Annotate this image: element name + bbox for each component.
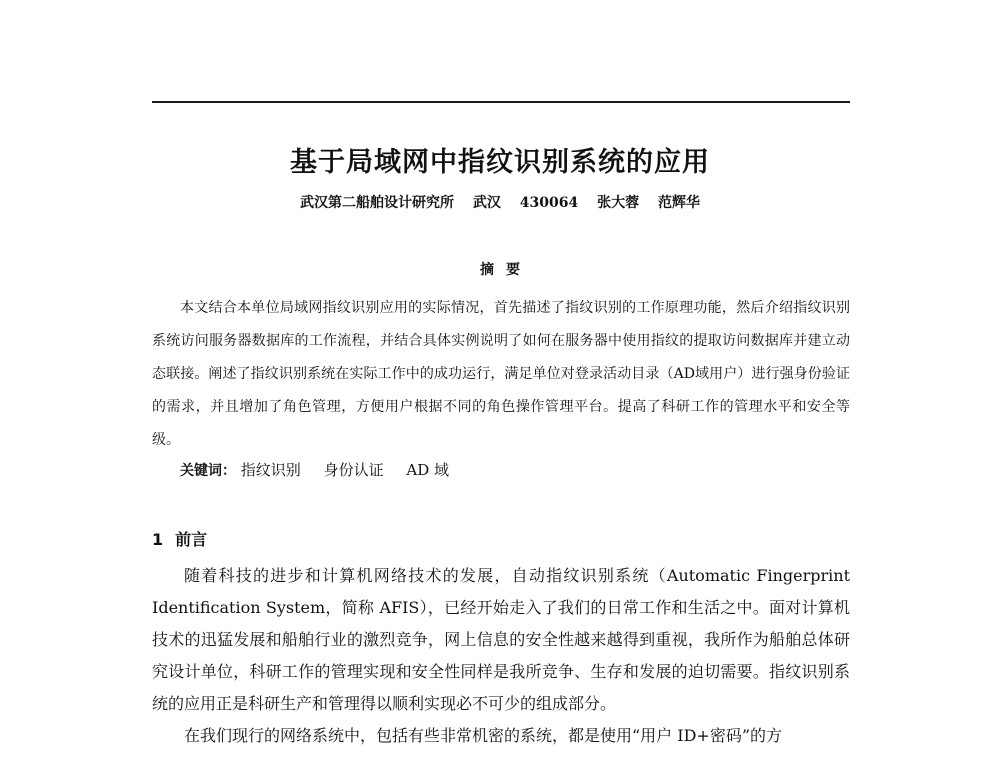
- abstract-heading: [0, 259, 1000, 279]
- abstract-text: 本文结合本单位局域网指纹识别应用的实际情况，首先描述了指纹识别的工作原理功能，然后介绍指纹识别系统访问服务器数据库的工作流程，并结合具体实例说明了如何在服务器中使用指纹的提取访问数据库并建立动态联接。阐述了指纹识别系统在实际工作中的成功运行，满足单位对登录活动目录（AD域用户）进行强身份验证的需求，并且增加了角色管理，方便用户根据不同的角色操作管理平台。提高了科研工作的管理水平和安全等级。: [152, 300, 850, 448]
- keyword-item: 指纹识别: [240, 461, 301, 479]
- header-rule: [152, 101, 850, 103]
- section-title: 前言: [175, 530, 208, 549]
- keyword-item: 身份认证: [323, 461, 384, 479]
- section-body: [152, 560, 850, 752]
- body-paragraph: 在我们现行的网络系统中，包括有些非常机密的系统，都是使用“用户 ID+密码”的方: [184, 726, 783, 745]
- author-affiliation: 武汉第二船舶设计研究所: [300, 195, 455, 211]
- author-name-1: 张大蓉: [597, 195, 640, 211]
- section-heading: [152, 527, 207, 550]
- keywords-label: 关键词：: [180, 463, 236, 479]
- keyword-item: AD 域: [406, 461, 450, 479]
- abstract-heading-char-2: 要: [506, 262, 520, 278]
- paper-title: 基于局域网中指纹识别系统的应用: [290, 147, 710, 178]
- keywords-line: [180, 459, 467, 480]
- author-line: [0, 192, 1000, 212]
- section-number: 1: [152, 530, 164, 549]
- author-postcode: 430064: [519, 195, 579, 211]
- author-city: 武汉: [472, 195, 501, 211]
- author-name-2: 范辉华: [657, 195, 700, 211]
- body-paragraph: 随着科技的进步和计算机网络技术的发展，自动指纹识别系统（Automatic Fingerprint Identification System，简称 AFIS），已经开始走入了我们的日常工作和生活之中。面对计算机技术的迅猛发展和船舶行业的激烈竞争，网上信息的安全性越来越得到重视，我所作为船舶总体研究设计单位，科研工作的管理实现和安全性同样是我所竞争、生存和发展的迫切需要。指纹识别系统的应用正是科研生产和管理得以顺利实现必不可少的组成部分。: [152, 566, 850, 713]
- abstract-heading-char-1: 摘: [480, 262, 494, 278]
